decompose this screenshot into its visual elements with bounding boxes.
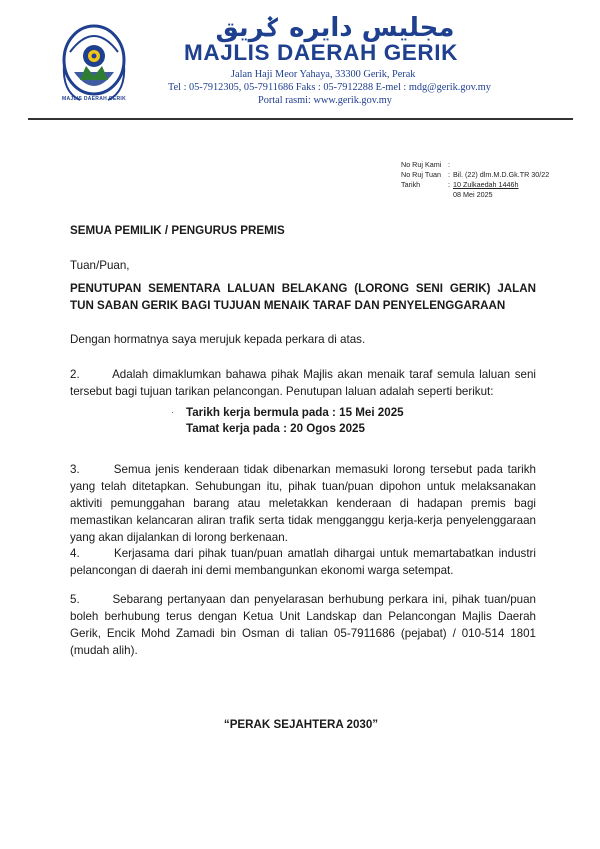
paragraph-number: 4. [70,547,80,560]
header-divider [28,118,573,120]
our-ref-colon: : [448,160,450,169]
end-date: Tamat kerja pada : 20 Ogos 2025 [186,422,365,435]
jawi-calligraphy-title [200,8,470,44]
paragraph-4 [70,545,536,579]
date-colon: : [448,180,450,189]
council-name: MAJLIS DAERAH GERIK [184,40,458,65]
paragraph-text: Semua jenis kenderaan tidak dibenarkan memasuki lorong tersebut pada tarikh yang telah ditetapkan. Sehubungan itu, pihak tuan/puan dipohon untuk melaksanakan aktiviti pemunggahan barang atau meletakkan kenderaan di hadapan premis bagi memastikan kelancaran aliran trafik serta tidak mengganggu kerja-kerja penyelenggaraan yang akan dijalankan di lorong berkenaan. [70,463,536,544]
opening-line: Dengan hormatnya saya merujuk kepada perkara di atas. [70,333,366,346]
work-dates [186,405,404,437]
your-ref-value: Bil. (22) dlm.M.D.Gk.TR 30/22 [453,170,550,179]
paragraph-2 [70,366,536,400]
start-date: Tarikh kerja bermula pada : 15 Mei 2025 [186,406,404,419]
paragraph-number: 3. [70,463,80,476]
paragraph-number: 5. [70,593,80,606]
our-ref-label: No Ruj Kami [401,160,442,169]
letter-subject: PENUTUPAN SEMENTARA LALUAN BELAKANG (LORONG SENI GERIK) JALAN TUN SABAN GERIK BAGI TUJUAN MENAIK TARAF DAN PENYELENGGARAAN [70,282,536,312]
emblem-caption: MAJLIS DAERAH GERIK [62,96,127,102]
date-label: Tarikh [401,180,421,189]
council-contact: Tel : 05-7912305, 05-7911686 Faks : 05-7912288 E-mel : mdg@gerik.gov.my [168,82,491,93]
paragraph-text: Sebarang pertanyaan dan penyelarasan berhubung perkara ini, pihak tuan/puan boleh berhubung terus dengan Ketua Unit Landskap dan Pelancongan Majlis Daerah Gerik, Encik Mohd Zamadi bin Osman di talian 05-7911686 (pejabat) / 010-514 1801 (mudah alih). [70,593,536,657]
date-gregorian: 08 Mei 2025 [453,190,493,199]
council-portal: Portal rasmi: www.gerik.gov.my [258,95,392,106]
your-ref-label: No Ruj Tuan [401,170,441,179]
your-ref-colon: : [448,170,450,179]
date-hijri: 10 Zulkaedah 1446h [453,180,519,189]
recipient: SEMUA PEMILIK / PENGURUS PREMIS [70,224,285,237]
salutation: Tuan/Puan, [70,259,130,272]
paragraph-number: 2. [70,368,80,381]
paragraph-3 [70,461,536,546]
motto: “PERAK SEJAHTERA 2030” [223,718,379,731]
paragraph-text: Adalah dimaklumkan bahawa pihak Majlis akan menaik taraf semula laluan seni tersebut bagi tujuan tarikan pelancongan. Penutupan laluan adalah seperti berikut: [70,368,536,398]
svg-text:مجليس دايره ݢريق: مجليس دايره ݢريق [215,13,455,43]
bullet-dot-icon: · [171,408,174,417]
council-address: Jalan Haji Meor Yahaya, 33300 Gerik, Perak [231,69,416,80]
paragraph-5 [70,591,536,659]
paragraph-text: Kerjasama dari pihak tuan/puan amatlah dihargai untuk memartabatkan industri pelancongan di daerah ini demi membangunkan ekonomi warga setempat. [70,547,536,577]
